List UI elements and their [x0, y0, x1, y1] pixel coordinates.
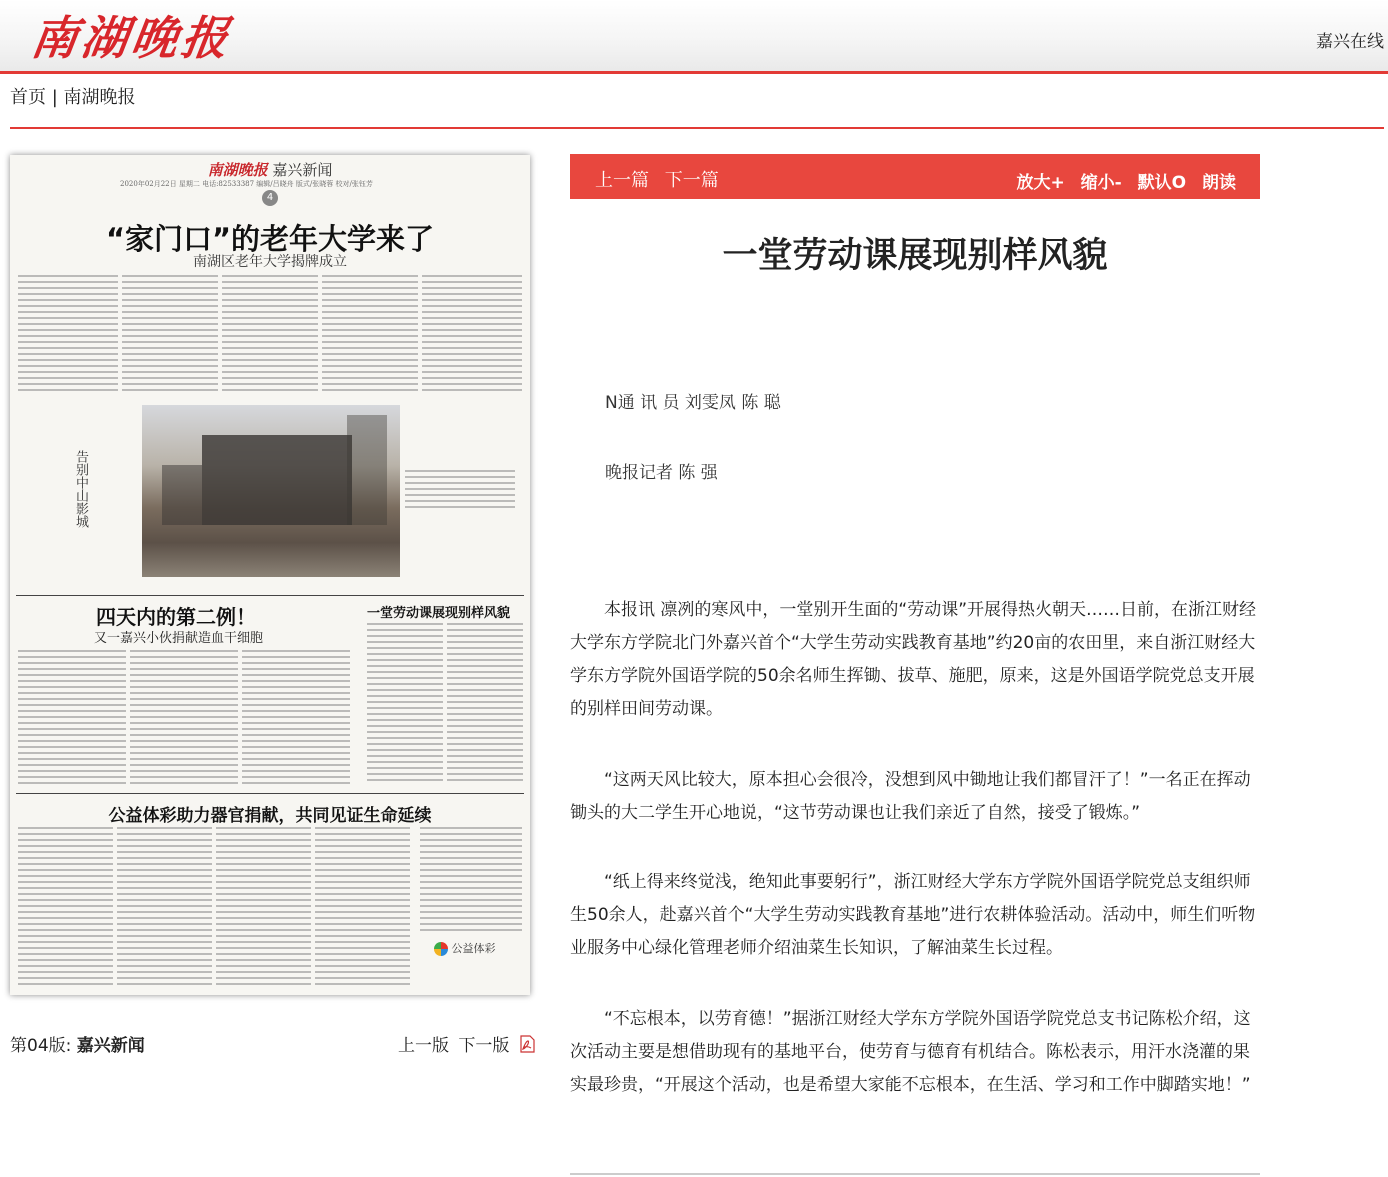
page-text-column — [222, 275, 318, 393]
article-byline-correspondent: N通 讯 员 刘雯凤 陈 聪 — [605, 393, 781, 413]
page-subheadline-2: 又一嘉兴小伙捐献造血干细胞 — [94, 631, 264, 646]
page-text-column — [117, 827, 212, 987]
page-text-column — [422, 275, 522, 393]
edition-nav — [398, 1031, 535, 1056]
site-header — [0, 0, 1388, 72]
zoom-in-button[interactable]: 放大+ — [1016, 173, 1065, 193]
page-headline[interactable]: “家门口”的老年大学来了 — [105, 222, 435, 256]
article-paragraph: 本报讯 凛冽的寒风中，一堂别开生面的“劳动课”开展得热火朝天……日前，在浙江财经大学东方学院北门外嘉兴首个“大学生劳动实践教育基地”约20亩的农田里，来自浙江财经大学东方学院外国语学院的50余名师生挥锄、拔草、施肥，原来，这是外国语学院党总支开展的别样田间劳动课。 — [570, 600, 1257, 719]
article-toolbar — [570, 154, 1260, 199]
page-text-column — [315, 827, 410, 987]
lottery-ad — [434, 940, 496, 956]
article-paragraph: “纸上得来终觉浅，绝知此事要躬行”，浙江财经大学东方学院外国语学院党总支组织师生50余人，赴嘉兴首个“大学生劳动实践教育基地”进行农耕体验活动。活动中，师生们听物业服务中心绿化管理老师介绍油菜生长知识，了解油菜生长过程。 — [570, 872, 1256, 958]
article-bottom-divider — [570, 1173, 1260, 1175]
page-text-column — [18, 275, 118, 393]
header-divider — [0, 71, 1388, 74]
page-photo-demolition[interactable] — [142, 405, 400, 577]
page-masthead-section: 嘉兴新闻 — [272, 161, 333, 179]
page-masthead — [10, 159, 530, 180]
article-nav — [595, 166, 729, 192]
page-section-divider — [16, 595, 524, 596]
pdf-download-icon[interactable] — [519, 1035, 535, 1053]
page-text-column — [18, 827, 113, 987]
page-number-badge: 4 — [262, 190, 278, 206]
page-photo-title: 告别中山影城 — [73, 450, 88, 528]
breadcrumb-home[interactable]: 首页 — [10, 87, 46, 108]
page-headline-2[interactable]: 四天内的第二例！ — [96, 605, 256, 629]
breadcrumb-current[interactable]: 南湖晚报 — [63, 87, 136, 108]
lottery-ad-text: 公益体彩 — [451, 942, 496, 955]
lottery-logo-icon — [434, 942, 448, 956]
edition-name: 嘉兴新闻 — [76, 1036, 145, 1056]
edition-number: 第04版: — [10, 1036, 72, 1056]
prev-edition-link[interactable]: 上一版 — [398, 1036, 449, 1056]
page-text-column — [242, 650, 350, 785]
site-logo[interactable]: 南湖晚报 — [27, 11, 236, 65]
read-aloud-button[interactable]: 朗读 — [1202, 173, 1236, 193]
edition-label — [10, 1031, 145, 1056]
prev-article-link[interactable]: 上一篇 — [595, 170, 649, 191]
next-edition-link[interactable]: 下一版 — [458, 1036, 510, 1056]
newspaper-page-image[interactable] — [10, 155, 530, 995]
page-photo-caption — [405, 470, 515, 510]
breadcrumb-divider — [10, 127, 1384, 129]
page-text-column — [216, 827, 311, 987]
page-text-column — [322, 275, 418, 393]
page-text-column — [420, 827, 522, 932]
page-headline-3[interactable]: 一堂劳动课展现别样风貌 — [367, 606, 511, 621]
page-text-column — [447, 623, 523, 785]
page-subheadline: 南湖区老年大学揭牌成立 — [193, 254, 347, 270]
reading-tools — [1006, 168, 1236, 193]
page-masthead-logo: 南湖晚报 — [207, 161, 268, 179]
page-text-column — [18, 650, 126, 785]
default-size-button[interactable]: 默认O — [1137, 173, 1187, 193]
article-title: 一堂劳动课展现别样风貌 — [722, 236, 1108, 276]
site-link-jiaxing-online[interactable]: 嘉兴在线 — [1316, 32, 1384, 52]
breadcrumb-separator: | — [51, 87, 58, 108]
zoom-out-button[interactable]: 缩小- — [1080, 173, 1122, 193]
page-text-column — [122, 275, 218, 393]
page-headline-4[interactable]: 公益体彩助力器官捐献，共同见证生命延续 — [108, 806, 432, 826]
page-dateline: 2020年02月22日 星期二 电话:82533387 编辑/吕晓舟 版式/张晓蓉 校对/张钰芳 — [120, 180, 373, 188]
page-text-column — [367, 623, 443, 785]
article-paragraph: “这两天风比较大，原本担心会很冷，没想到风中锄地让我们都冒汗了！”一名正在挥动锄头的大二学生开心地说，“这节劳动课也让我们亲近了自然，接受了锻炼。” — [570, 770, 1251, 823]
page-text-column — [130, 650, 238, 785]
page-section-divider — [16, 793, 524, 794]
article-byline-reporter: 晚报记者 陈 强 — [605, 463, 718, 483]
article-paragraph: “不忘根本，以劳育德！”据浙江财经大学东方学院外国语学院党总支书记陈松介绍，这次活动主要是想借助现有的基地平台，使劳育与德育有机结合。陈松表示，用汗水浇灌的果实最珍贵，“开展这个活动，也是希望大家能不忘根本，在生活、学习和工作中脚踏实地！” — [570, 1009, 1251, 1095]
breadcrumb — [10, 83, 136, 109]
next-article-link[interactable]: 下一篇 — [664, 170, 719, 191]
